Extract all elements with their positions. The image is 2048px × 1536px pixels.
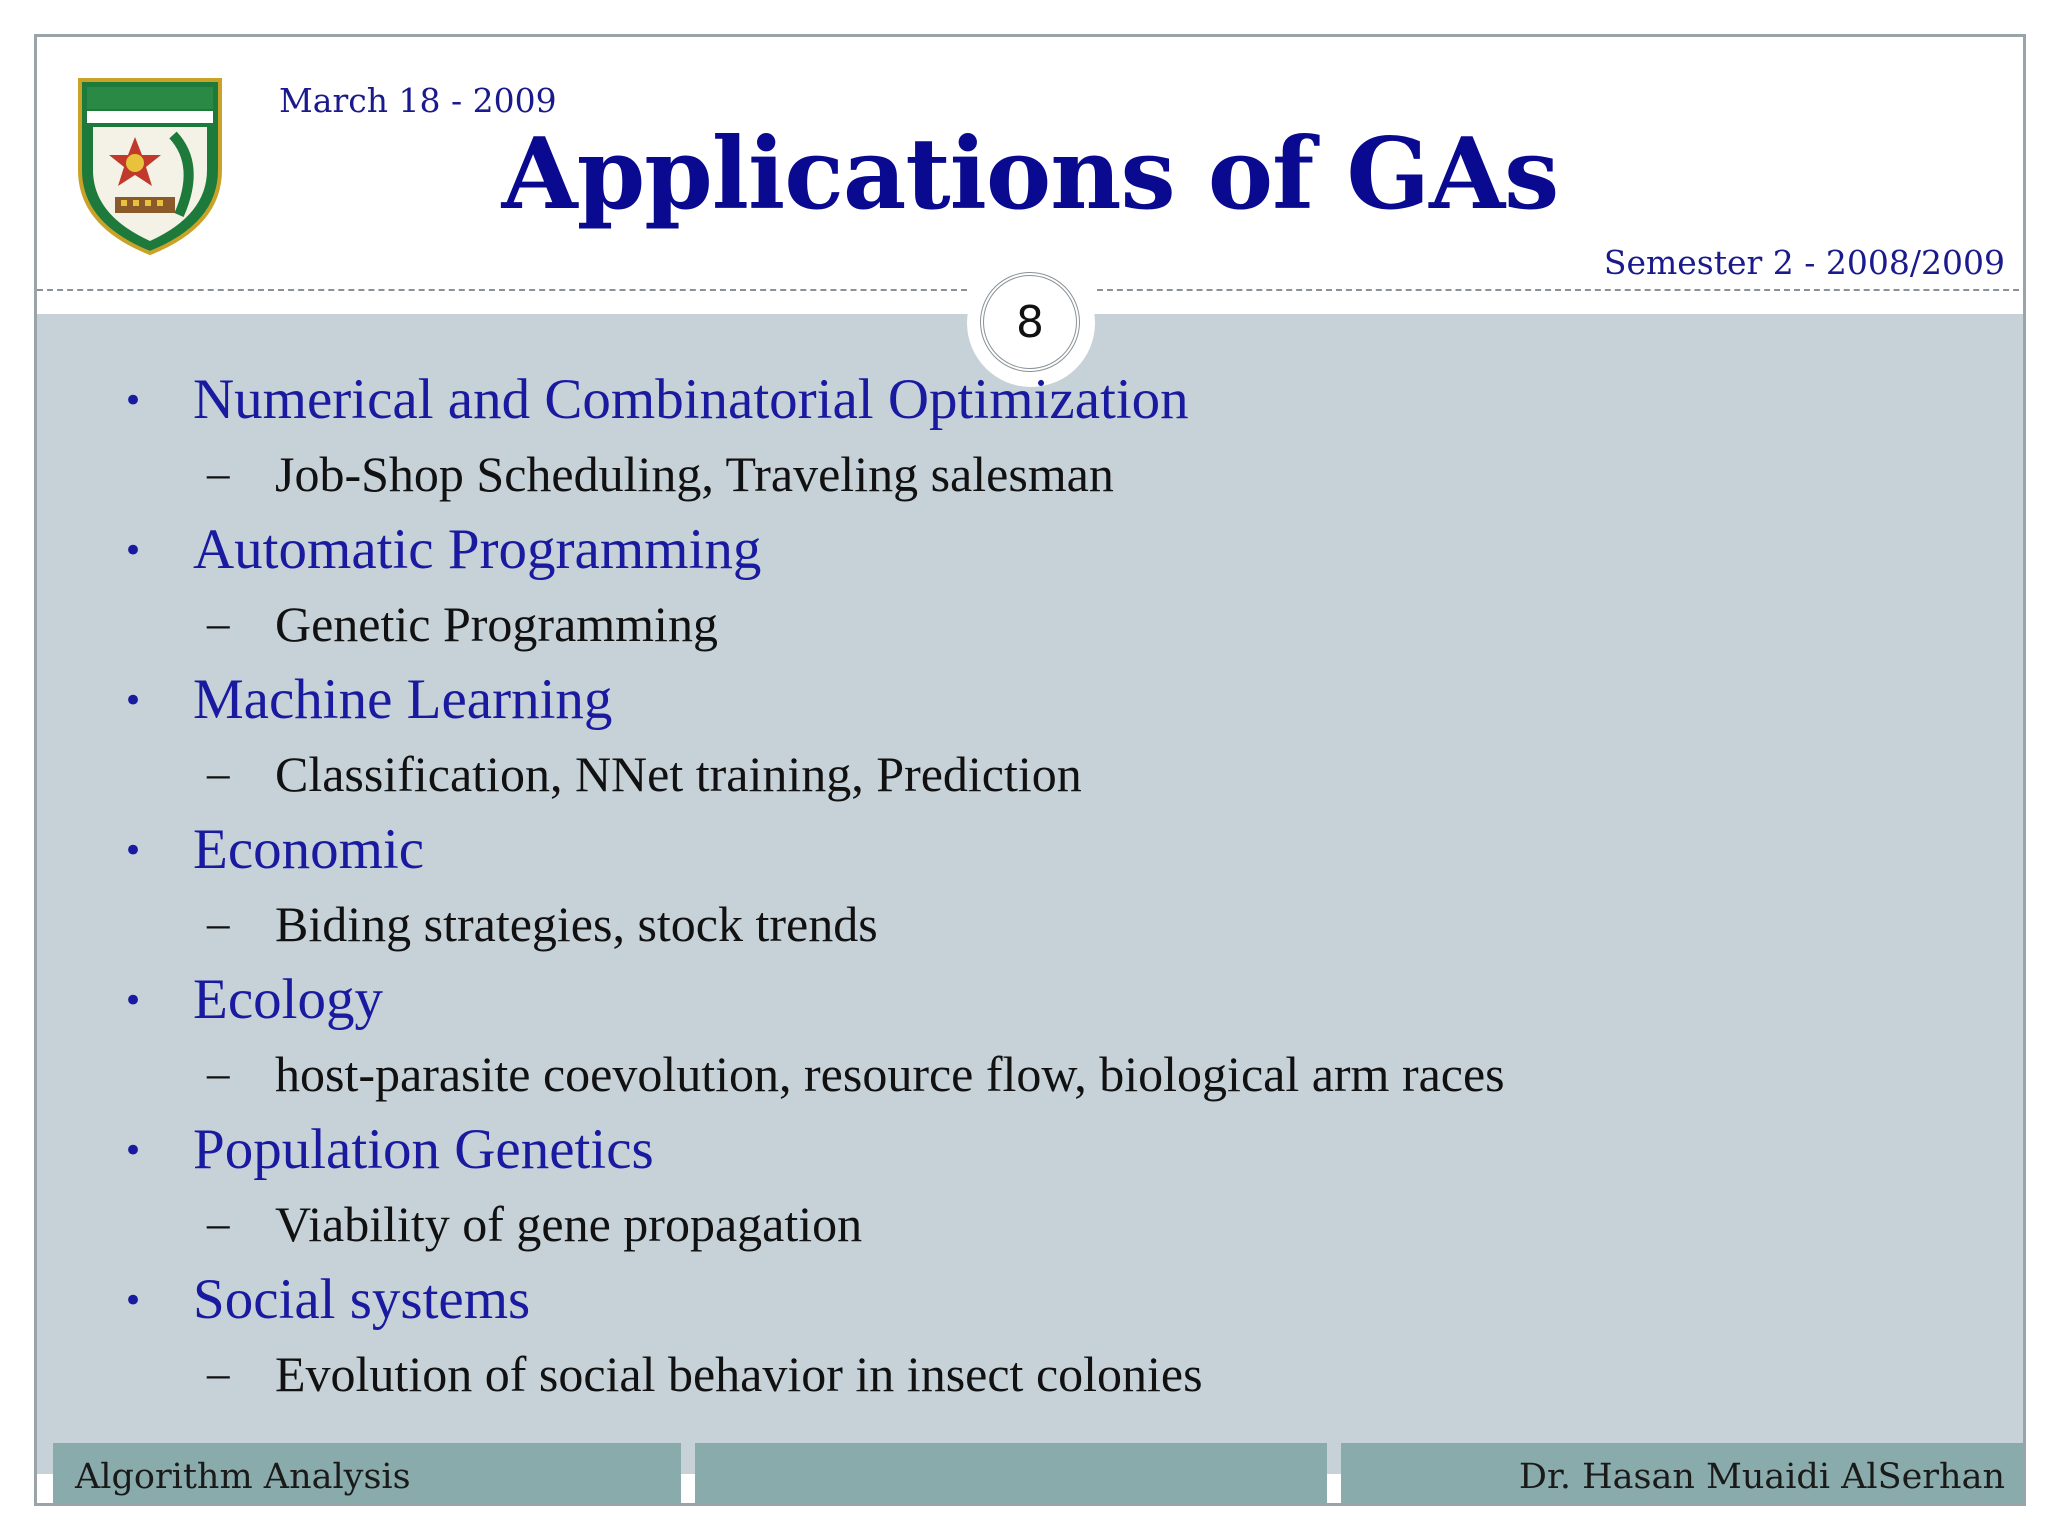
list-item xyxy=(37,817,2023,967)
list-item xyxy=(37,1267,2023,1417)
list-subitem-label: Evolution of social behavior in insect colonies xyxy=(275,1346,1203,1402)
bullet-icon: • xyxy=(123,1131,144,1171)
bullet-icon: • xyxy=(123,531,144,571)
footer-course xyxy=(53,1443,681,1506)
list-item xyxy=(37,667,2023,817)
dash-icon: – xyxy=(207,598,230,648)
list-subitem-label: Genetic Programming xyxy=(275,596,718,652)
bullet-icon: • xyxy=(123,981,144,1021)
bullet-list xyxy=(37,367,2023,1417)
list-item-label: Machine Learning xyxy=(193,668,613,731)
bullet-icon: • xyxy=(123,381,144,421)
semester-label: Semester 2 - 2008/2009 xyxy=(1603,243,2005,282)
slide xyxy=(34,34,2026,1506)
list-subitem-label: Classification, NNet training, Prediction xyxy=(275,746,1082,802)
list-subitem-label: Biding strategies, stock trends xyxy=(275,896,878,952)
list-item xyxy=(37,967,2023,1117)
list-item xyxy=(37,517,2023,667)
list-item xyxy=(37,367,2023,517)
list-item-label: Population Genetics xyxy=(193,1118,654,1181)
list-subitem-label: Job-Shop Scheduling, Traveling salesman xyxy=(275,446,1114,502)
list-item-label: Economic xyxy=(193,818,425,881)
page-number: 8 xyxy=(980,272,1080,372)
footer-middle xyxy=(695,1443,1327,1506)
header-divider-left xyxy=(37,289,967,291)
list-subitem-label: host-parasite coevolution, resource flow, biological arm races xyxy=(275,1046,1505,1102)
bullet-icon: • xyxy=(123,831,144,871)
bullet-icon: • xyxy=(123,1281,144,1321)
dash-icon: – xyxy=(207,748,230,798)
list-item-label: Numerical and Combinatorial Optimization xyxy=(193,368,1189,431)
slide-date: March 18 - 2009 xyxy=(279,81,557,120)
footer-author-label: Dr. Hasan Muaidi AlSerhan xyxy=(1518,1457,2005,1497)
footer-course-label: Algorithm Analysis xyxy=(75,1457,411,1497)
bullet-icon: • xyxy=(123,681,144,721)
dash-icon: – xyxy=(207,1348,230,1398)
slide-title: Applications of GAs xyxy=(501,117,1559,232)
list-item-label: Ecology xyxy=(193,968,383,1031)
dash-icon: – xyxy=(207,1198,230,1248)
footer-author xyxy=(1341,1443,2026,1506)
list-item-label: Social systems xyxy=(193,1268,531,1331)
dash-icon: – xyxy=(207,448,230,498)
list-item xyxy=(37,1117,2023,1267)
dash-icon: – xyxy=(207,1048,230,1098)
list-item-label: Automatic Programming xyxy=(193,518,762,581)
header-divider-right xyxy=(1097,289,2026,291)
dash-icon: – xyxy=(207,898,230,948)
list-subitem-label: Viability of gene propagation xyxy=(275,1196,863,1252)
